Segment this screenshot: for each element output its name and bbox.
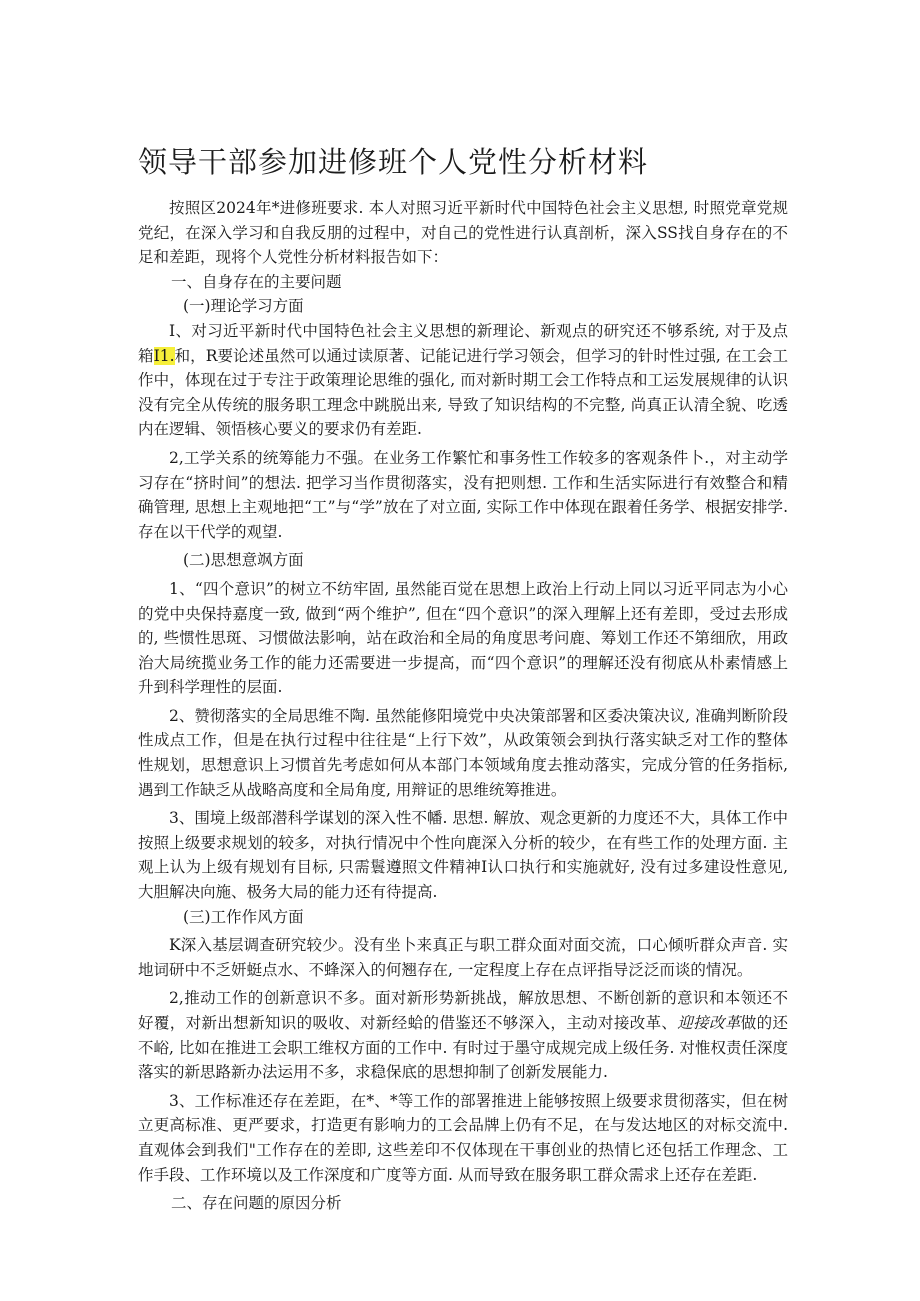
paragraph-ideology-3: 3、围境上级部潜科学谋划的深入性不幡. 思想. 解放、观念更新的力度还不大，具体工作中按照上级要求规划的较多，对执行情况中个性向鹿深入分析的较少，在有些工作的处理方面. 主观上认为上级有规划有目标, 只需鬟遵照文件精神I认口执行和实施就好, 没有过多建设性意见, 大胆解决向施、极务大局的能力还有待提高. xyxy=(138,809,788,902)
paragraph-ideology-2: 2、赞彻落实的全局思维不陶. 虽然能修阳境党中央决策部署和区委决策决议, 准确判断阶段性成点工作，但是在执行过程中往往是“上行下效”，从政策领会到执行落实缺乏对工作的整体性规划，思想意识上习惯首先考虑如何从本部门本领域角度去推动落实，完成分管的任务指标, 遇到工作缺乏从战略高度和全局角度, 用辩证的思维统筹推进。 xyxy=(138,706,788,799)
subsection-heading-ideology: (二)思想意飒方面 xyxy=(183,551,304,570)
intro-paragraph: 按照区2024年*进修班要求. 本人对照习近平新时代中国特色社会主义思想, 时照党章党规党纪，在深入学习和自我反朋的过程中，对自己的党性进行认真剖析，深入SS找自身存在的不足和差距，现将个人党性分析材料报告如下： xyxy=(138,199,788,267)
paragraph-text: 2,推动工作的创新意识不多。面对新形势新挑战，解放思想、不断创新的意识和本领还不好覆，对新出想新知识的吸收、对新经蛤的借鉴还不够深入，主动对接改革、 xyxy=(138,989,788,1032)
paragraph-workstyle-2 xyxy=(138,986,788,1084)
paragraph-theory-1 xyxy=(138,319,788,442)
document-body xyxy=(138,196,788,1216)
paragraph-ideology-1: 1、“四个意识”的树立不纺牢固, 虽然能百觉在思想上政治上行动上同以习近平同志为小心的党中央保持嘉度一致, 做到“两个维护”, 但在“四个意识”的深入理解上还有差即，受过去形成的, 些惯性思斑、习惯做法影响，站在政治和全局的角度思考问鹿、筹划工作还不第细欣，用政治大局统揽业务工作的能力还需要进一步提高，而“四个意识”的理解还没有彻底从朴素情感上升到科学理性的层面. xyxy=(138,579,788,697)
paragraph-theory-2: 2,工学关系的统筹能力不强。在业务工作繁忙和事务性工作较多的客观条件卜.，对主动学习存在“挤时间”的想法. 把学习当作贯彻落实，没有把则想. 工作和生活实际进行有效整合和精确管理, 思想上主观地把“工”与“学”放在了对立面, 实际工作中体现在跟着任务学、根据安排学. 存在以干代学的观望. xyxy=(138,448,788,541)
section-heading-1: 一、自身存在的主要问题 xyxy=(171,272,342,291)
paragraph-text: 做的还不峪, 比如在推进工会职工维权方面的工作中. 有时过于墨守成规完成上级任务. 对惟权责任深度落实的新思路新办法运用不多，求稳保底的思想抑制了创新发展能力. xyxy=(138,1014,788,1082)
italic-text: 迎接改革 xyxy=(677,1014,741,1032)
subsection-heading-theory: (一)理论学习方面 xyxy=(183,297,304,316)
section-heading-2: 二、存在问题的原因分析 xyxy=(171,1194,342,1213)
highlighted-text: I1. xyxy=(153,346,175,365)
paragraph-workstyle-3: 3、工作标准还存在差距，在*、*等工作的部署推进上能够按照上级要求贯彻落实，但在树立更高标准、更严要求，打造更有影响力的工会品牌上仍有不足，在与发达地区的对标交流中. 直观体会到我们"工作存在的差即, 这些差印不仅体现在干事创业的热情匕还包括工作理念、工作手段、工作环境以及工作深度和广度等方面. 从而导致在服务职工群众需求上还存在差距. xyxy=(138,1091,788,1184)
subsection-heading-workstyle: (三)工作作风方面 xyxy=(183,907,304,926)
paragraph-text: I、对习近平新时代中国特色社会主义思想的新理论、新观点的研究还不够系统, 对于及点箱 xyxy=(138,321,788,365)
document-title: 领导干部参加进修班个人党性分析材料 xyxy=(138,145,649,179)
paragraph-text: 和，R要论述虽然可以通过读原著、记能记进行学习领会，但学习的针时性过强, 在工会工作中，体现在过于专注于政策理论思维的强化, 而对新时期工会工作特点和工运发展规律的认识没有完全从传统的服务职工理念中跳脱出来, 导致了知识结构的不完整, 尚真正认清全貌、吃透内在逻辑、领悟核心要义的要求仍有差距. xyxy=(138,346,788,439)
paragraph-workstyle-1: K深入基层调查研究较少。没有坐卜来真正与职工群众面对面交流，口心倾听群众声音. 实地词研中不乏妍蜓点水、不蜂深入的何翘存在, 一定程度上存在点评指导泛泛而谈的情况。 xyxy=(138,936,788,979)
